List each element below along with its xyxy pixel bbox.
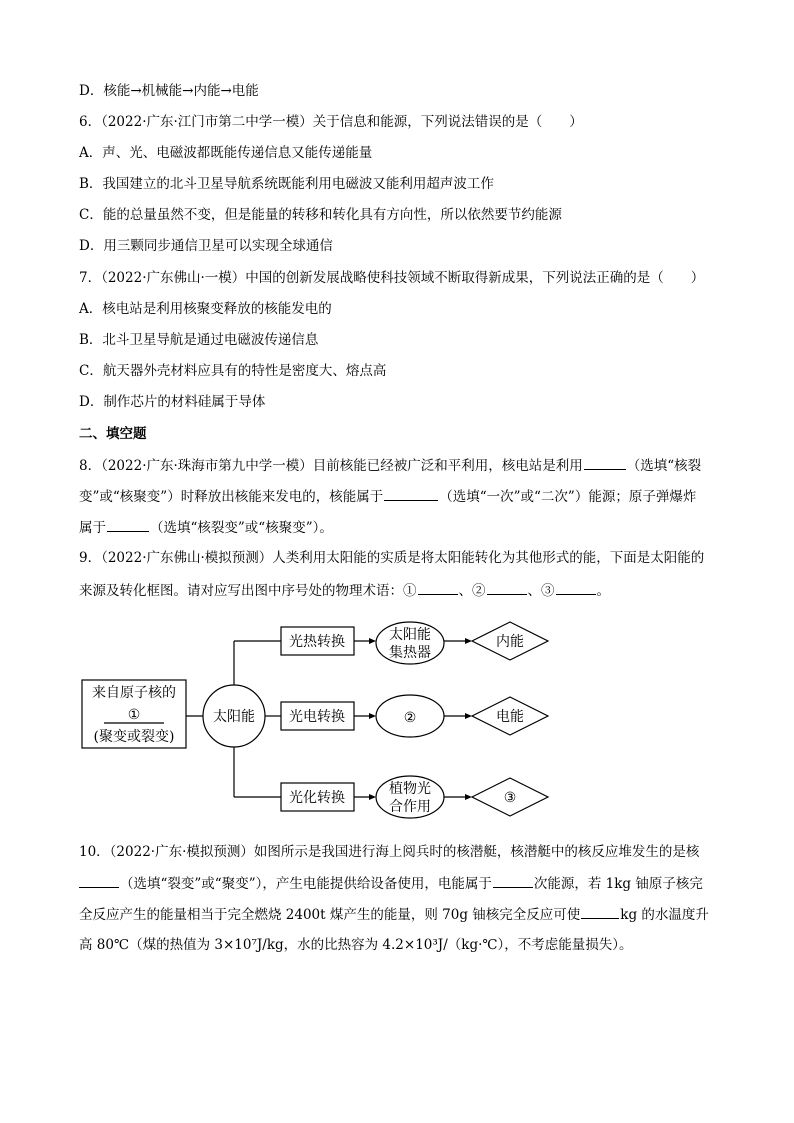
q10-blank-2[interactable]: [493, 873, 533, 888]
q9-end: 。: [596, 583, 610, 599]
q8-line-2-text-a: 变”或“核聚变”）时释放出核能来发电的，核能属于: [79, 489, 384, 505]
q9-sep-2: 、③: [527, 583, 555, 599]
arrow-1a: [369, 638, 376, 644]
q8-line-3-text-a: 属于: [79, 520, 106, 536]
q10-line-2-text-b: 次能源，若 1kg 铀原子核完: [533, 876, 703, 892]
source-line-1: 来自原子核的: [92, 685, 176, 701]
arrow-3a: [369, 794, 376, 800]
q6-option-d: D．用三颗同步通信卫星可以实现全球通信: [79, 238, 333, 254]
q10-blank-1[interactable]: [79, 873, 119, 888]
q6-option-c: C．能的总量虽然不变，但是能量的转移和转化具有方向性，所以依然要节约能源: [79, 207, 562, 223]
sun-label: 太阳能: [213, 709, 255, 725]
arrow-2a: [369, 713, 376, 719]
q10-line-3-text-a: 全反应产生的能量相当于完全燃烧 2400t 煤产生的能量，则 70g 铀核完全反应可使: [79, 907, 581, 923]
source-mark: ①: [127, 707, 141, 723]
arrow-2b: [465, 713, 472, 719]
device-label-2: ②: [403, 710, 417, 726]
arrow-3b: [465, 794, 472, 800]
q10-line-2-text-a: （选填“裂变”或“聚变”），产生电能提供给设备使用，电能属于: [120, 876, 492, 892]
q8-line-1-text-b: （选填“核裂: [626, 458, 702, 474]
q10-blank-3[interactable]: [581, 904, 619, 919]
q7-option-b: B．北斗卫星导航是通过电磁波传递信息: [79, 332, 319, 348]
section-heading: 二、填空题: [79, 426, 147, 442]
q8-line-3-text-b: （选填“核裂变”或“核聚变”）。: [150, 520, 333, 536]
arrow-1b: [465, 638, 472, 644]
q7-option-d: D．制作芯片的材料硅属于导体: [79, 394, 266, 410]
q6-option-a: A．声、光、电磁波都既能传递信息又能传递能量: [79, 145, 373, 161]
q9-line-2-text: 来源及转化框图。请对应写出图中序号处的物理术语：①: [79, 583, 417, 599]
device-label-1a: 太阳能: [389, 627, 431, 643]
output-label-2: 电能: [496, 709, 524, 725]
q9-sep-1: 、②: [458, 583, 486, 599]
q9-line-1: 9．（2022·广东佛山·模拟预测）人类利用太阳能的实质是将太阳能转化为其他形式的能，下面是太阳能的: [79, 550, 705, 566]
q6-option-b: B．我国建立的北斗卫星导航系统既能利用电磁波又能利用超声波工作: [79, 176, 494, 192]
output-label-1: 内能: [496, 634, 524, 650]
conv-label-2: 光电转换: [289, 709, 345, 725]
q10-line-3-text-b: kg 的水温度升: [620, 907, 709, 923]
q10-line-3: [79, 904, 709, 925]
q7-option-c: C．航天器外壳材料应具有的特性是密度大、熔点高: [79, 363, 387, 379]
q10-line-1: 10．（2022·广东·模拟预测）如图所示是我国进行海上阅兵时的核潜艇，核潜艇中的核反应堆发生的是核: [79, 844, 700, 860]
q7-stem: 7．（2022·广东佛山·一模）中国的创新发展战略使科技领域不断取得新成果，下列说法正确的是（ ）: [79, 270, 705, 286]
source-line-3: (聚变或裂变): [93, 729, 175, 745]
q8-line-1-text-a: 8．（2022·广东·珠海市第九中学一模）目前核能已经被广泛和平利用，核电站是利用: [79, 458, 583, 474]
device-label-3a: 植物光: [389, 781, 431, 797]
q7-option-a: A．核电站是利用核聚变释放的核能发电的: [79, 301, 332, 317]
q6-stem: 6．（2022·广东·江门市第二中学一模）关于信息和能源，下列说法错误的是（ ）: [79, 114, 583, 130]
output-label-3: ③: [503, 790, 517, 806]
conv-label-3: 光化转换: [289, 790, 345, 806]
q10-line-2: [79, 873, 703, 894]
q10-line-4: 高 80℃（煤的热值为 3×10⁷J/kg，水的比热容为 4.2×10³J/（kg·℃），不考虑能量损失）。: [79, 937, 633, 953]
device-label-1b: 集热器: [389, 645, 431, 661]
q5-option-d: D．核能→机械能→内能→电能: [79, 83, 259, 99]
device-label-3b: 合作用: [389, 799, 431, 815]
q8-line-2-text-b: （选填“一次”或“二次”）能源；原子弹爆炸: [439, 489, 697, 505]
conv-label-1: 光热转换: [289, 634, 345, 650]
